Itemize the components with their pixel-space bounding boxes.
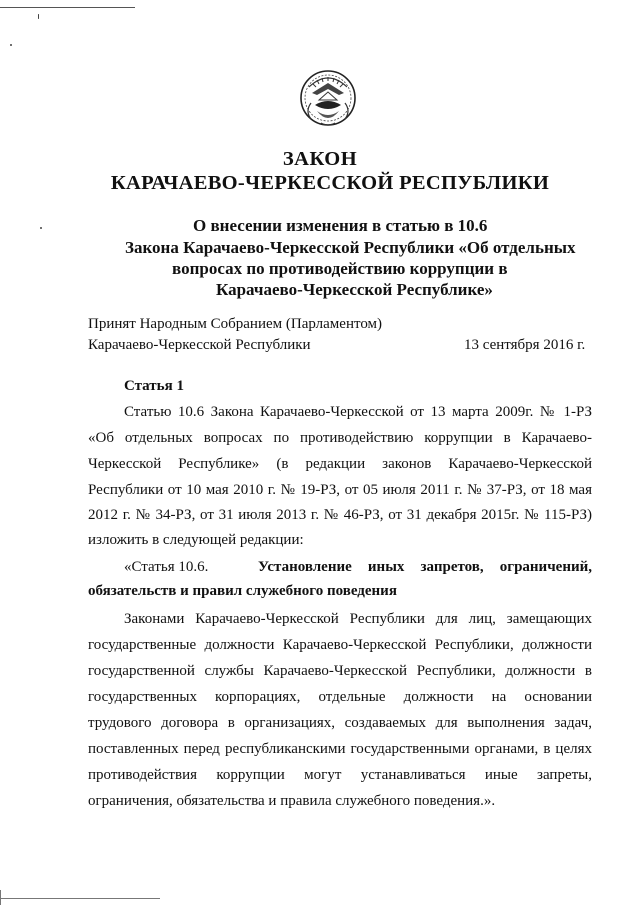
- law-title: ЗАКОН: [282, 148, 358, 170]
- paragraph-line: Черкесской Республике» (в редакции законов Карачаево-Черкесской: [88, 456, 592, 472]
- scan-speck: [38, 14, 39, 19]
- subtitle-line-1: О внесении изменения в статью в 10.6: [193, 216, 488, 235]
- article-heading: Статья 1: [124, 378, 184, 394]
- paragraph-line: противодействия коррупции могут устанавливаться иные запреты,: [88, 767, 592, 783]
- scan-speck: [40, 227, 42, 229]
- subtitle-line-4: Карачаево-Черкесской Республике»: [216, 280, 493, 299]
- paragraph-line: поставленных перед республиканскими государственными органами, в целях: [88, 741, 592, 757]
- paragraph-line: ограничения, обязательства и правила служебного поведения.».: [88, 793, 496, 809]
- paragraph-line: изложить в следующей редакции:: [88, 532, 304, 548]
- paragraph-line: государственных корпорациях, отдельные должности на основании: [88, 689, 592, 705]
- paragraph-line: трудового договора в организациях, создаваемых для выполнения задач,: [88, 715, 592, 731]
- paragraph-line: Республики от 10 мая 2010 г. № 19-РЗ, от 05 июля 2011 г. № 37-РЗ, от 18 мая: [88, 482, 592, 498]
- adoption-line-1: Принят Народным Собранием (Парламентом): [88, 316, 383, 332]
- republic-title: КАРАЧАЕВО-ЧЕРКЕССКОЙ РЕСПУБЛИКИ: [110, 172, 550, 194]
- paragraph-line: 2012 г. № 34-РЗ, от 31 июля 2013 г. № 46-РЗ, от 31 декабря 2015г. № 115-РЗ): [88, 507, 592, 523]
- subtitle-line-2: Закона Карачаево-Черкесской Республики «Об отдельных: [125, 238, 576, 257]
- scan-edge-mark: [0, 890, 1, 905]
- scan-edge-line-bottom: [0, 898, 160, 899]
- adoption-date: 13 сентября 2016 г.: [464, 337, 586, 353]
- paragraph-line: Законами Карачаево-Черкесской Республики для лиц, замещающих: [124, 611, 592, 627]
- quote-article-title-cont: обязательств и правил служебного поведения: [88, 583, 397, 599]
- paragraph-line: Статью 10.6 Закона Карачаево-Черкесской от 13 марта 2009г. № 1-РЗ: [124, 404, 592, 420]
- coat-of-arms-emblem: [299, 67, 357, 130]
- subtitle-line-3: вопросах по противодействию коррупции в: [172, 259, 508, 278]
- adoption-line-2: Карачаево-Черкесской Республики: [88, 337, 311, 353]
- paragraph-line: «Об отдельных вопросах по противодействию коррупции в Карачаево-: [88, 430, 592, 446]
- quote-article-number: «Статья 10.6.: [124, 559, 209, 575]
- paragraph-line: государственные должности Карачаево-Черкесской Республики, должности: [88, 637, 592, 653]
- scan-edge-line: [0, 7, 135, 8]
- paragraph-line: государственной службы Карачаево-Черкесской Республики, должности в: [88, 663, 592, 679]
- scan-speck: [10, 44, 12, 46]
- quote-article-title: Установление иных запретов, ограничений,: [258, 559, 592, 575]
